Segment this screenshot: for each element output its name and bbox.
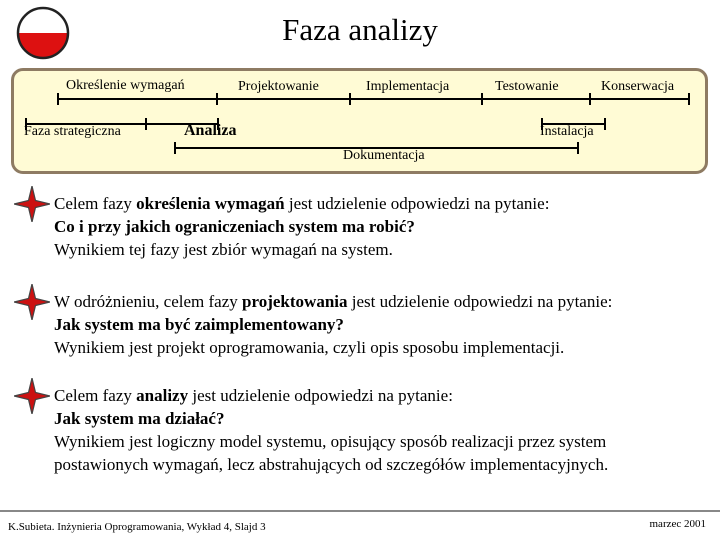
footer-date: marzec 2001	[649, 518, 706, 530]
footer-divider	[0, 510, 720, 512]
bullet-analiza	[54, 384, 608, 476]
bullet-question: Jak system ma działać?	[54, 409, 225, 428]
star-bullet-icon	[14, 284, 50, 320]
bullet-line: W odróżnieniu, celem fazy projektowania jest udzielenie odpowiedzi na pytanie:	[54, 292, 613, 311]
phase-konserwacja: Konserwacja	[601, 79, 675, 94]
phase-implementacja: Implementacja	[366, 79, 450, 94]
bullet-line: Wynikiem jest projekt oprogramowania, czyli opis sposobu implementacji.	[54, 338, 565, 357]
phase-testowanie: Testowanie	[495, 79, 559, 94]
bullet-question: Jak system ma być zaimplementowany?	[54, 315, 344, 334]
bullet-line: postawionych wymagań, lecz abstrahujących od szczegółów implementacyjnych.	[54, 455, 609, 474]
bullet-line: Celem fazy analizy jest udzielenie odpowiedzi na pytanie:	[54, 386, 453, 405]
footer-credit: K.Subieta. Inżynieria Oprogramowania, Wykład 4, Slajd 3	[8, 521, 266, 533]
star-bullet-icon	[14, 186, 50, 222]
bullet-line: Wynikiem jest logiczny model systemu, opisujący sposób realizacji przez system	[54, 432, 607, 451]
phase-analiza: Analiza	[184, 122, 237, 139]
bullet-line: Wynikiem tej fazy jest zbiór wymagań na system.	[54, 240, 393, 259]
phase-projektowanie: Projektowanie	[238, 79, 319, 94]
phase-instalacja: Instalacja	[540, 124, 594, 139]
phase-faza-strategiczna: Faza strategiczna	[24, 124, 121, 139]
bullet-projektowanie	[54, 290, 612, 359]
phase-dokumentacja: Dokumentacja	[343, 148, 425, 163]
page-title: Faza analizy	[282, 12, 438, 47]
phase-okreslenie-wymagan: Określenie wymagań	[66, 78, 185, 93]
bullet-okreslenie-wymagan	[54, 192, 549, 261]
star-bullet-icon	[14, 378, 50, 414]
bullet-line: Celem fazy określenia wymagań jest udzielenie odpowiedzi na pytanie:	[54, 194, 550, 213]
bullet-question: Co i przy jakich ograniczeniach system ma robić?	[54, 217, 415, 236]
